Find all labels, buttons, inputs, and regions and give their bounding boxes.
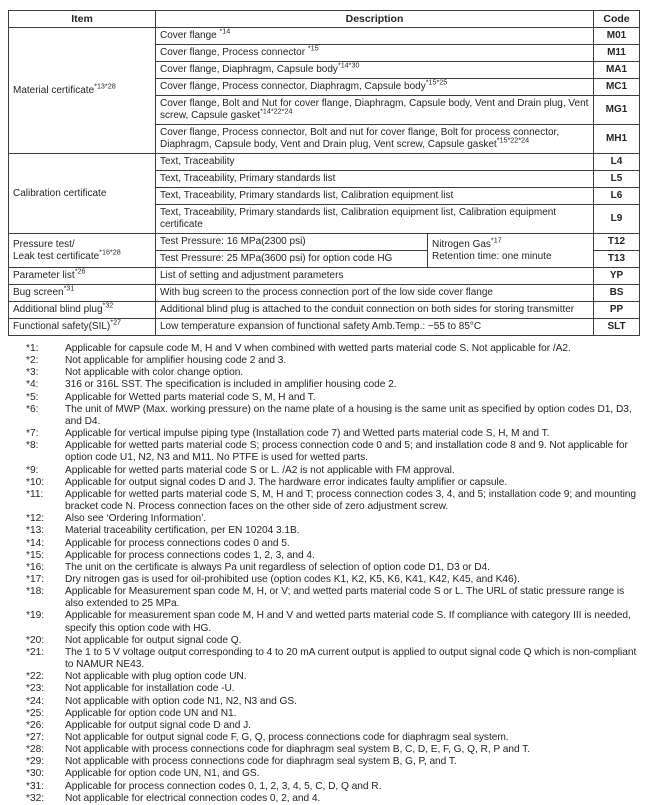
footnote-row — [26, 781, 639, 793]
footnote-label: *28: — [26, 744, 45, 756]
item-cell-additional-blind-plug: Additional blind plug$^{*32}$ — [9, 302, 156, 319]
footnote-text: Not applicable for amplifier housing code 2 and 3. — [65, 355, 287, 367]
item-cell-parameter-list: Parameter list$^{*26}$ — [9, 268, 156, 285]
footnote-label: *25: — [26, 707, 45, 719]
table-row — [9, 285, 640, 302]
footnote-text: Applicable for wetted parts material code S or L. /A2 is not applicable with FM approval. — [65, 464, 455, 476]
footnote-row — [26, 744, 639, 756]
code-cell: L6 — [594, 188, 640, 205]
footnote-text: Applicable for wetted parts material code S; process connection code 0 and 5; and installation code 8 and 9. Not applicable for option code U1, N2, N3 and M11. No PTFE is used for wetted parts. — [65, 440, 628, 464]
footnote-label: *32: — [26, 792, 45, 804]
footnote-label: *29: — [26, 756, 45, 768]
footnote-row — [26, 513, 639, 525]
code-cell: SLT — [594, 319, 640, 336]
footnote-row — [26, 696, 639, 708]
footnote-row — [26, 562, 639, 574]
footnote-label: *17: — [26, 573, 45, 585]
footnote-label: *9: — [26, 464, 39, 476]
footnote-text: Applicable for vertical impulse piping type (Installation code 7) and Wetted parts material code S, H, M and T. — [65, 428, 550, 440]
footnote-row — [26, 355, 639, 367]
footnote-label: *19: — [26, 610, 45, 622]
options-table — [8, 10, 640, 336]
footnote-label: *27: — [26, 732, 45, 743]
footnote-row — [26, 367, 639, 379]
footnote-text: The unit on the certificate is always Pa unit regardless of selection of option code D1, D3 or D4. — [65, 561, 490, 573]
description-cell-nitrogen-gas: Nitrogen Gas$^{*17}$ Retention time: one minute — [428, 234, 594, 268]
footnote-text: Not applicable with option code N1, N2, N3 and GS. — [65, 695, 297, 707]
footnote-row — [26, 343, 639, 355]
footnote-label: *31: — [26, 780, 45, 792]
code-cell: YP — [594, 268, 640, 285]
footnote-text: Also see ‘Ordering Information’. — [65, 513, 207, 525]
footnote-label: *7: — [26, 428, 39, 440]
footnote-text: Applicable for process connections codes 0 and 5. — [65, 537, 290, 549]
column-header-description: Description — [156, 11, 594, 28]
footnote-row — [26, 379, 639, 391]
description-cell: Test Pressure: 16 MPa(2300 psi) — [156, 234, 428, 251]
footnote-text: Dry nitrogen gas is used for oil-prohibited use (option codes K1, K2, K5, K6, K41, K42, K45, and K46). — [65, 573, 520, 585]
footnote-text: Not applicable with plug option code UN. — [65, 671, 247, 683]
footnote-label: *4: — [26, 379, 39, 391]
item-cell-calibration-certificate: Calibration certificate — [9, 154, 156, 234]
footnote-row — [26, 720, 639, 732]
description-cell: Additional blind plug is attached to the conduit connection on both sides for storing transmitter — [156, 302, 594, 319]
code-cell: MA1 — [594, 62, 640, 79]
footnote-row — [26, 550, 639, 562]
footnote-row — [26, 428, 639, 440]
footnote-text: Applicable for output signal codes D and J. The hardware error indicates faulty amplifier or capsule. — [65, 476, 508, 488]
footnote-label: *2: — [26, 355, 39, 367]
column-header-code: Code — [594, 11, 640, 28]
description-cell: Text, Traceability — [156, 154, 594, 171]
footnote-row — [26, 392, 639, 404]
code-cell: MC1 — [594, 79, 640, 96]
footnote-row — [26, 793, 639, 805]
footnote-label: *20: — [26, 634, 45, 646]
description-cell: Text, Traceability, Primary standards list, Calibration equipment list — [156, 188, 594, 205]
footnote-label: *6: — [26, 403, 39, 415]
footnote-label: *5: — [26, 391, 39, 403]
footnote-row — [26, 647, 639, 671]
footnote-row — [26, 671, 639, 683]
footnote-row — [26, 477, 639, 489]
description-cell: List of setting and adjustment parameters — [156, 268, 594, 285]
footnote-text: Applicable for process connections codes 1, 2, 3, and 4. — [65, 549, 315, 561]
footnote-text: Applicable for output signal code D and J. — [65, 719, 251, 731]
footnote-row — [26, 538, 639, 550]
footnote-label: *13: — [26, 525, 45, 537]
item-cell-material-certificate: Material certificate$^{*13*28}$ — [9, 28, 156, 154]
footnote-label: *24: — [26, 695, 45, 707]
footnote-text: 316 or 316L SST. The specification is included in amplifier housing code 2. — [65, 379, 397, 391]
footnote-row — [26, 465, 639, 477]
footnote-text: Not applicable with color change option. — [65, 367, 244, 379]
footnote-row — [26, 404, 639, 428]
code-cell: MG1 — [594, 96, 640, 125]
table-header-row — [9, 11, 640, 28]
footnote-label: *3: — [26, 367, 39, 379]
footnote-text: Applicable for measurement span code M, H and V and wetted parts material code S. If compliance with category III is needed, specify this option code with HG. — [65, 610, 631, 634]
footnote-text: Not applicable for output signal code F, G, Q, process connections code for diaphragm seal system. — [65, 732, 509, 743]
footnote-label: *18: — [26, 586, 45, 598]
code-cell: BS — [594, 285, 640, 302]
description-cell: Text, Traceability, Primary standards list — [156, 171, 594, 188]
code-cell: T12 — [594, 234, 640, 251]
footnote-text: The 1 to 5 V voltage output corresponding to 4 to 20 mA current output is applied to output signal code Q which is non-compliant to NAMUR NE43. — [65, 646, 637, 671]
code-cell: M11 — [594, 45, 640, 62]
footnote-text: Applicable for option code UN and N1. — [65, 707, 237, 719]
footnote-row — [26, 574, 639, 586]
footnote-row — [26, 732, 639, 744]
description-cell: Low temperature expansion of functional safety Amb.Temp.: −55 to 85°C — [156, 319, 594, 336]
footnote-row — [26, 525, 639, 537]
footnotes-section — [8, 343, 639, 805]
code-cell: L4 — [594, 154, 640, 171]
table-row — [9, 319, 640, 336]
footnote-text: Not applicable with process connections code for diaphragm seal system B, G, P, and T. — [65, 756, 457, 768]
table-row — [9, 28, 640, 45]
footnote-label: *1: — [26, 343, 39, 354]
footnote-label: *10: — [26, 476, 45, 488]
footnote-text: Not applicable for electrical connection codes 0, 2, and 4. — [65, 792, 321, 804]
footnote-text: Not applicable for installation code -U. — [65, 683, 235, 695]
footnote-row — [26, 756, 639, 768]
footnote-text: Applicable for wetted parts material code S, M, H and T; process connection codes 3, 4, and 5; installation code 9; and mounting bracket code N. Process connection faces on the other side of zero adjustment screw. — [65, 488, 637, 513]
column-header-item: Item — [9, 11, 156, 28]
footnote-label: *15: — [26, 549, 45, 561]
footnote-label: *30: — [26, 768, 45, 780]
footnote-text: Applicable for Wetted parts material code S, M, H and T. — [65, 391, 316, 403]
code-cell: PP — [594, 302, 640, 319]
footnote-text: Applicable for Measurement span code M, H, or V; and wetted parts material code S or L. The URL of static pressure range is also extended to 25 MPa. — [65, 586, 625, 610]
footnote-label: *21: — [26, 646, 45, 658]
description-cell: Text, Traceability, Primary standards list, Calibration equipment list, Calibration equipment certificate — [156, 205, 594, 234]
description-cell: With bug screen to the process connection port of the low side cover flange — [156, 285, 594, 302]
footnote-row — [26, 768, 639, 780]
footnote-label: *12: — [26, 513, 45, 525]
footnote-label: *23: — [26, 683, 45, 695]
item-cell-pressure-leak-test: Pressure test/ Leak test certificate$^{*16*28}$ — [9, 234, 156, 268]
footnote-row — [26, 586, 639, 610]
table-row — [9, 234, 640, 251]
footnote-text: Not applicable for output signal code Q. — [65, 634, 242, 646]
footnote-label: *22: — [26, 671, 45, 683]
footnote-row — [26, 635, 639, 647]
footnote-text: Applicable for capsule code M, H and V when combined with wetted parts material code S. Not applicable for /A2. — [65, 343, 571, 354]
footnote-row — [26, 489, 639, 513]
code-cell: MH1 — [594, 125, 640, 154]
description-cell: Cover flange, Diaphragm, Capsule body$^{*14*30}$ — [156, 62, 594, 79]
footnote-label: *14: — [26, 537, 45, 549]
code-cell: M01 — [594, 28, 640, 45]
footnote-label: *16: — [26, 561, 45, 573]
description-cell: Cover flange, Bolt and Nut for cover flange, Diaphragm, Capsule body, Vent and Drain plug, Vent screw, Capsule gasket$^{*14*22*24}$ — [156, 96, 594, 125]
code-cell: T13 — [594, 251, 640, 268]
footnote-text: The unit of MWP (Max. working pressure) on the name plate of a housing is the same unit as specified by option codes D1, D3, and D4. — [65, 403, 632, 427]
footnote-row — [26, 683, 639, 695]
footnote-row — [26, 440, 639, 464]
footnote-label: *11: — [26, 488, 44, 500]
item-cell-functional-safety: Functional safety(SIL)$^{*27}$ — [9, 319, 156, 336]
footnote-text: Applicable for process connection codes 0, 1, 2, 3, 4, 5, C, D, Q and R. — [65, 780, 382, 792]
footnote-text: Material traceability certification, per EN 10204 3.1B. — [65, 525, 300, 537]
description-cell: Cover flange, Process connector, Bolt and nut for cover flange, Bolt for process connector, Diaphragm, Capsule body, Vent and Drain plug, Vent screw, Capsule gasket$^{*15*22*24}$ — [156, 125, 594, 154]
footnote-text: Applicable for option code UN, N1, and GS. — [65, 768, 260, 780]
code-cell: L5 — [594, 171, 640, 188]
description-cell: Cover flange, Process connector $^{*15}$ — [156, 45, 594, 62]
description-cell: Cover flange $^{*14}$ — [156, 28, 594, 45]
table-row — [9, 302, 640, 319]
code-cell: L9 — [594, 205, 640, 234]
description-cell: Test Pressure: 25 MPa(3600 psi) for option code HG — [156, 251, 428, 268]
table-row — [9, 154, 640, 171]
footnote-row — [26, 708, 639, 720]
item-cell-bug-screen: Bug screen$^{*31}$ — [9, 285, 156, 302]
footnote-label: *8: — [26, 440, 39, 452]
table-row — [9, 268, 640, 285]
footnote-text: Not applicable with process connections code for diaphragm seal system B, C, D, E, F, G, Q, R, P and T. — [65, 744, 531, 756]
footnote-row — [26, 610, 639, 634]
footnote-label: *26: — [26, 719, 45, 731]
description-cell: Cover flange, Process connector, Diaphragm, Capsule body$^{*15*25}$ — [156, 79, 594, 96]
